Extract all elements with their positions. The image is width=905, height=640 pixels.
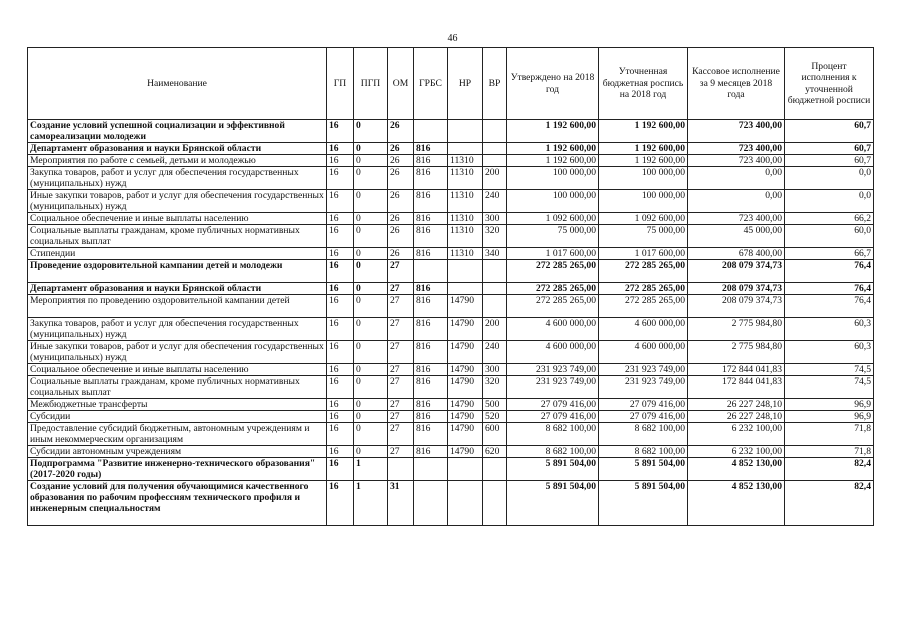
- cell-name: Подпрограмма "Развитие инженерно-технического образования" (2017-2020 годы): [28, 458, 327, 481]
- cell-om: 27: [388, 423, 414, 446]
- cell-approved: 100 000,00: [507, 167, 599, 190]
- header-refined: Уточненная бюджетная роспись на 2018 год: [599, 48, 688, 120]
- cell-vr: 520: [483, 411, 507, 423]
- cell-cash: 26 227 248,10: [688, 399, 785, 411]
- table-row: [28, 167, 874, 190]
- cell-gp: 16: [327, 423, 354, 446]
- cell-cash: 678 400,00: [688, 248, 785, 260]
- cell-gp: 16: [327, 295, 354, 318]
- cell-refined: 1 192 600,00: [599, 120, 688, 143]
- cell-np: 11310: [448, 248, 483, 260]
- cell-np: [448, 260, 483, 283]
- cell-om: 27: [388, 260, 414, 283]
- cell-name: Субсидии автономным учреждениям: [28, 446, 327, 458]
- cell-om: 27: [388, 376, 414, 399]
- cell-refined: 231 923 749,00: [599, 376, 688, 399]
- cell-gp: 16: [327, 318, 354, 341]
- cell-vr: 620: [483, 446, 507, 458]
- cell-refined: 1 192 600,00: [599, 155, 688, 167]
- cell-np: [448, 120, 483, 143]
- cell-percent: 71,8: [785, 446, 874, 458]
- cell-percent: 76,4: [785, 283, 874, 295]
- cell-refined: 27 079 416,00: [599, 411, 688, 423]
- cell-ppgp: 0: [354, 283, 388, 295]
- cell-name: Иные закупки товаров, работ и услуг для обеспечения государственных (муниципальных) нужд: [28, 341, 327, 364]
- cell-approved: 5 891 504,00: [507, 481, 599, 526]
- header-grbs: ГРБС: [414, 48, 448, 120]
- table-row: [28, 399, 874, 411]
- cell-gp: 16: [327, 143, 354, 155]
- cell-cash: 45 000,00: [688, 225, 785, 248]
- cell-cash: 172 844 041,83: [688, 364, 785, 376]
- cell-grbs: 816: [414, 411, 448, 423]
- cell-vr: [483, 260, 507, 283]
- header-np: НР: [448, 48, 483, 120]
- cell-vr: [483, 283, 507, 295]
- cell-np: [448, 143, 483, 155]
- cell-np: 11310: [448, 167, 483, 190]
- cell-vr: [483, 295, 507, 318]
- cell-percent: 60,7: [785, 143, 874, 155]
- cell-percent: 60,0: [785, 225, 874, 248]
- cell-ppgp: 0: [354, 260, 388, 283]
- cell-name: Мероприятия по работе с семьей, детьми и молодежью: [28, 155, 327, 167]
- cell-grbs: 816: [414, 364, 448, 376]
- cell-refined: 1 092 600,00: [599, 213, 688, 225]
- cell-approved: 231 923 749,00: [507, 364, 599, 376]
- cell-percent: 71,8: [785, 423, 874, 446]
- cell-gp: 16: [327, 481, 354, 526]
- cell-percent: 74,5: [785, 364, 874, 376]
- cell-refined: 27 079 416,00: [599, 399, 688, 411]
- cell-percent: 66,2: [785, 213, 874, 225]
- table-row: [28, 190, 874, 213]
- cell-approved: 231 923 749,00: [507, 376, 599, 399]
- header-om: ОМ: [388, 48, 414, 120]
- cell-cash: 208 079 374,73: [688, 260, 785, 283]
- cell-om: 31: [388, 481, 414, 526]
- cell-approved: 8 682 100,00: [507, 423, 599, 446]
- cell-vr: 240: [483, 341, 507, 364]
- table-row: [28, 318, 874, 341]
- header-gp: ГП: [327, 48, 354, 120]
- cell-percent: 60,3: [785, 318, 874, 341]
- cell-np: [448, 283, 483, 295]
- cell-cash: 723 400,00: [688, 120, 785, 143]
- table-row: [28, 376, 874, 399]
- cell-name: Департамент образования и науки Брянской области: [28, 143, 327, 155]
- cell-approved: 27 079 416,00: [507, 411, 599, 423]
- cell-om: 27: [388, 364, 414, 376]
- table-row: [28, 155, 874, 167]
- table-row: [28, 411, 874, 423]
- cell-approved: 100 000,00: [507, 190, 599, 213]
- cell-name: Социальные выплаты гражданам, кроме публичных нормативных социальных выплат: [28, 376, 327, 399]
- cell-vr: [483, 481, 507, 526]
- cell-gp: 16: [327, 446, 354, 458]
- cell-cash: 2 775 984,80: [688, 341, 785, 364]
- cell-np: 14790: [448, 376, 483, 399]
- cell-ppgp: 0: [354, 341, 388, 364]
- cell-cash: 0,00: [688, 167, 785, 190]
- cell-name: Стипендии: [28, 248, 327, 260]
- cell-np: 14790: [448, 411, 483, 423]
- cell-ppgp: 0: [354, 364, 388, 376]
- cell-approved: 8 682 100,00: [507, 446, 599, 458]
- cell-cash: 208 079 374,73: [688, 283, 785, 295]
- cell-gp: 16: [327, 167, 354, 190]
- cell-refined: 5 891 504,00: [599, 481, 688, 526]
- cell-ppgp: 0: [354, 423, 388, 446]
- cell-percent: 60,7: [785, 120, 874, 143]
- cell-gp: 16: [327, 155, 354, 167]
- cell-cash: 0,00: [688, 190, 785, 213]
- cell-np: [448, 481, 483, 526]
- cell-cash: 4 852 130,00: [688, 481, 785, 526]
- cell-ppgp: 0: [354, 411, 388, 423]
- table-row: [28, 143, 874, 155]
- cell-approved: 5 891 504,00: [507, 458, 599, 481]
- cell-gp: 16: [327, 376, 354, 399]
- cell-refined: 272 285 265,00: [599, 260, 688, 283]
- cell-vr: [483, 458, 507, 481]
- cell-om: 26: [388, 190, 414, 213]
- cell-percent: 76,4: [785, 260, 874, 283]
- cell-vr: [483, 143, 507, 155]
- budget-table: [27, 47, 874, 526]
- cell-percent: 96,9: [785, 399, 874, 411]
- cell-approved: 27 079 416,00: [507, 399, 599, 411]
- cell-om: 27: [388, 341, 414, 364]
- cell-vr: [483, 155, 507, 167]
- cell-percent: 82,4: [785, 481, 874, 526]
- cell-np: 14790: [448, 446, 483, 458]
- cell-ppgp: 1: [354, 481, 388, 526]
- cell-name: Социальное обеспечение и иные выплаты населению: [28, 364, 327, 376]
- cell-np: 14790: [448, 423, 483, 446]
- table-row: [28, 260, 874, 283]
- cell-grbs: 816: [414, 213, 448, 225]
- cell-percent: 96,9: [785, 411, 874, 423]
- cell-percent: 60,3: [785, 341, 874, 364]
- table-row: [28, 213, 874, 225]
- cell-name: Межбюджетные трансферты: [28, 399, 327, 411]
- cell-ppgp: 0: [354, 167, 388, 190]
- cell-grbs: 816: [414, 143, 448, 155]
- cell-ppgp: 0: [354, 376, 388, 399]
- cell-vr: [483, 120, 507, 143]
- cell-percent: 60,7: [785, 155, 874, 167]
- cell-approved: 1 017 600,00: [507, 248, 599, 260]
- cell-np: 14790: [448, 318, 483, 341]
- cell-ppgp: 0: [354, 225, 388, 248]
- cell-gp: 16: [327, 458, 354, 481]
- cell-ppgp: 1: [354, 458, 388, 481]
- cell-om: 26: [388, 120, 414, 143]
- table-row: [28, 364, 874, 376]
- cell-percent: 82,4: [785, 458, 874, 481]
- table-row: [28, 423, 874, 446]
- cell-np: [448, 458, 483, 481]
- cell-np: 11310: [448, 190, 483, 213]
- cell-refined: 272 285 265,00: [599, 283, 688, 295]
- header-cash: Кассовое исполнение за 9 месяцев 2018 года: [688, 48, 785, 120]
- cell-om: 27: [388, 295, 414, 318]
- cell-vr: 240: [483, 190, 507, 213]
- cell-refined: 8 682 100,00: [599, 423, 688, 446]
- cell-name: Закупка товаров, работ и услуг для обеспечения государственных (муниципальных) нужд: [28, 167, 327, 190]
- table-row: [28, 446, 874, 458]
- cell-grbs: 816: [414, 225, 448, 248]
- cell-gp: 16: [327, 364, 354, 376]
- cell-name: Департамент образования и науки Брянской области: [28, 283, 327, 295]
- cell-refined: 4 600 000,00: [599, 318, 688, 341]
- cell-refined: 100 000,00: [599, 190, 688, 213]
- cell-np: 11310: [448, 225, 483, 248]
- cell-name: Проведение оздоровительной кампании детей и молодежи: [28, 260, 327, 283]
- cell-om: 27: [388, 411, 414, 423]
- cell-approved: 1 092 600,00: [507, 213, 599, 225]
- cell-gp: 16: [327, 190, 354, 213]
- cell-refined: 75 000,00: [599, 225, 688, 248]
- cell-grbs: 816: [414, 248, 448, 260]
- cell-approved: 1 192 600,00: [507, 120, 599, 143]
- cell-name: Предоставление субсидий бюджетным, автономным учреждениям и иным некоммерческим организациям: [28, 423, 327, 446]
- cell-gp: 16: [327, 213, 354, 225]
- cell-grbs: 816: [414, 167, 448, 190]
- cell-gp: 16: [327, 283, 354, 295]
- cell-om: 26: [388, 213, 414, 225]
- cell-np: 14790: [448, 364, 483, 376]
- table-row: [28, 283, 874, 295]
- cell-cash: 6 232 100,00: [688, 446, 785, 458]
- table-row: [28, 458, 874, 481]
- cell-vr: 200: [483, 318, 507, 341]
- cell-grbs: 816: [414, 446, 448, 458]
- cell-vr: 320: [483, 376, 507, 399]
- cell-ppgp: 0: [354, 213, 388, 225]
- cell-grbs: 816: [414, 190, 448, 213]
- cell-approved: 75 000,00: [507, 225, 599, 248]
- cell-approved: 4 600 000,00: [507, 318, 599, 341]
- cell-om: 26: [388, 155, 414, 167]
- cell-vr: 340: [483, 248, 507, 260]
- table-row: [28, 248, 874, 260]
- cell-ppgp: 0: [354, 399, 388, 411]
- cell-gp: 16: [327, 399, 354, 411]
- table-row: [28, 295, 874, 318]
- cell-np: 14790: [448, 341, 483, 364]
- cell-om: [388, 458, 414, 481]
- table-body: [28, 120, 874, 526]
- cell-refined: 100 000,00: [599, 167, 688, 190]
- cell-ppgp: 0: [354, 155, 388, 167]
- cell-cash: 6 232 100,00: [688, 423, 785, 446]
- cell-approved: 272 285 265,00: [507, 295, 599, 318]
- cell-approved: 272 285 265,00: [507, 260, 599, 283]
- cell-approved: 1 192 600,00: [507, 155, 599, 167]
- cell-vr: 200: [483, 167, 507, 190]
- cell-name: Создание условий для получения обучающимися качественного образования по рабочим профессиям технического профиля и инженерным специальностям: [28, 481, 327, 526]
- cell-grbs: 816: [414, 399, 448, 411]
- cell-cash: 26 227 248,10: [688, 411, 785, 423]
- table-row: [28, 481, 874, 526]
- cell-np: 11310: [448, 213, 483, 225]
- cell-vr: 300: [483, 213, 507, 225]
- cell-om: 27: [388, 446, 414, 458]
- cell-np: 14790: [448, 399, 483, 411]
- cell-grbs: 816: [414, 155, 448, 167]
- cell-cash: 723 400,00: [688, 143, 785, 155]
- cell-vr: 600: [483, 423, 507, 446]
- header-approved: Утверждено на 2018 год: [507, 48, 599, 120]
- cell-vr: 500: [483, 399, 507, 411]
- cell-name: Социальные выплаты гражданам, кроме публичных нормативных социальных выплат: [28, 225, 327, 248]
- cell-grbs: 816: [414, 295, 448, 318]
- cell-grbs: [414, 458, 448, 481]
- cell-grbs: [414, 120, 448, 143]
- table-row: [28, 120, 874, 143]
- cell-ppgp: 0: [354, 190, 388, 213]
- cell-cash: 723 400,00: [688, 155, 785, 167]
- cell-ppgp: 0: [354, 248, 388, 260]
- cell-name: Создание условий успешной социализации и эффективной самореализации молодежи: [28, 120, 327, 143]
- cell-cash: 208 079 374,73: [688, 295, 785, 318]
- cell-np: 11310: [448, 155, 483, 167]
- cell-refined: 5 891 504,00: [599, 458, 688, 481]
- cell-ppgp: 0: [354, 143, 388, 155]
- cell-approved: 4 600 000,00: [507, 341, 599, 364]
- cell-cash: 723 400,00: [688, 213, 785, 225]
- page-number: 46: [447, 33, 458, 44]
- cell-name: Мероприятия по проведению оздоровительной кампании детей: [28, 295, 327, 318]
- cell-gp: 16: [327, 341, 354, 364]
- cell-om: 26: [388, 143, 414, 155]
- cell-name: Социальное обеспечение и иные выплаты населению: [28, 213, 327, 225]
- cell-gp: 16: [327, 120, 354, 143]
- cell-percent: 0,0: [785, 190, 874, 213]
- cell-gp: 16: [327, 260, 354, 283]
- cell-om: 26: [388, 248, 414, 260]
- cell-percent: 0,0: [785, 167, 874, 190]
- cell-np: 14790: [448, 295, 483, 318]
- cell-cash: 172 844 041,83: [688, 376, 785, 399]
- cell-percent: 66,7: [785, 248, 874, 260]
- cell-refined: 272 285 265,00: [599, 295, 688, 318]
- cell-vr: 300: [483, 364, 507, 376]
- cell-om: 26: [388, 167, 414, 190]
- cell-ppgp: 0: [354, 120, 388, 143]
- cell-grbs: 816: [414, 318, 448, 341]
- cell-om: 27: [388, 283, 414, 295]
- cell-refined: 231 923 749,00: [599, 364, 688, 376]
- cell-approved: 1 192 600,00: [507, 143, 599, 155]
- cell-cash: 4 852 130,00: [688, 458, 785, 481]
- cell-ppgp: 0: [354, 446, 388, 458]
- cell-name: Иные закупки товаров, работ и услуг для обеспечения государственных (муниципальных) нужд: [28, 190, 327, 213]
- cell-refined: 1 192 600,00: [599, 143, 688, 155]
- cell-grbs: 816: [414, 376, 448, 399]
- cell-gp: 16: [327, 248, 354, 260]
- cell-cash: 2 775 984,80: [688, 318, 785, 341]
- header-ppgp: ПГП: [354, 48, 388, 120]
- cell-approved: 272 285 265,00: [507, 283, 599, 295]
- cell-grbs: 816: [414, 283, 448, 295]
- cell-om: 27: [388, 318, 414, 341]
- cell-refined: 4 600 000,00: [599, 341, 688, 364]
- cell-name: Закупка товаров, работ и услуг для обеспечения государственных (муниципальных) нужд: [28, 318, 327, 341]
- cell-refined: 1 017 600,00: [599, 248, 688, 260]
- cell-percent: 76,4: [785, 295, 874, 318]
- cell-refined: 8 682 100,00: [599, 446, 688, 458]
- cell-grbs: [414, 481, 448, 526]
- cell-om: 27: [388, 399, 414, 411]
- cell-name: Субсидии: [28, 411, 327, 423]
- cell-grbs: [414, 260, 448, 283]
- header-name: Наименование: [28, 48, 327, 120]
- cell-vr: 320: [483, 225, 507, 248]
- table-row: [28, 225, 874, 248]
- cell-ppgp: 0: [354, 295, 388, 318]
- header-row: [28, 48, 874, 120]
- cell-grbs: 816: [414, 341, 448, 364]
- header-percent: Процент исполнения к уточненной бюджетной росписи: [785, 48, 874, 120]
- header-vr: ВР: [483, 48, 507, 120]
- cell-om: 26: [388, 225, 414, 248]
- table-row: [28, 341, 874, 364]
- cell-gp: 16: [327, 411, 354, 423]
- cell-gp: 16: [327, 225, 354, 248]
- cell-grbs: 816: [414, 423, 448, 446]
- cell-ppgp: 0: [354, 318, 388, 341]
- cell-percent: 74,5: [785, 376, 874, 399]
